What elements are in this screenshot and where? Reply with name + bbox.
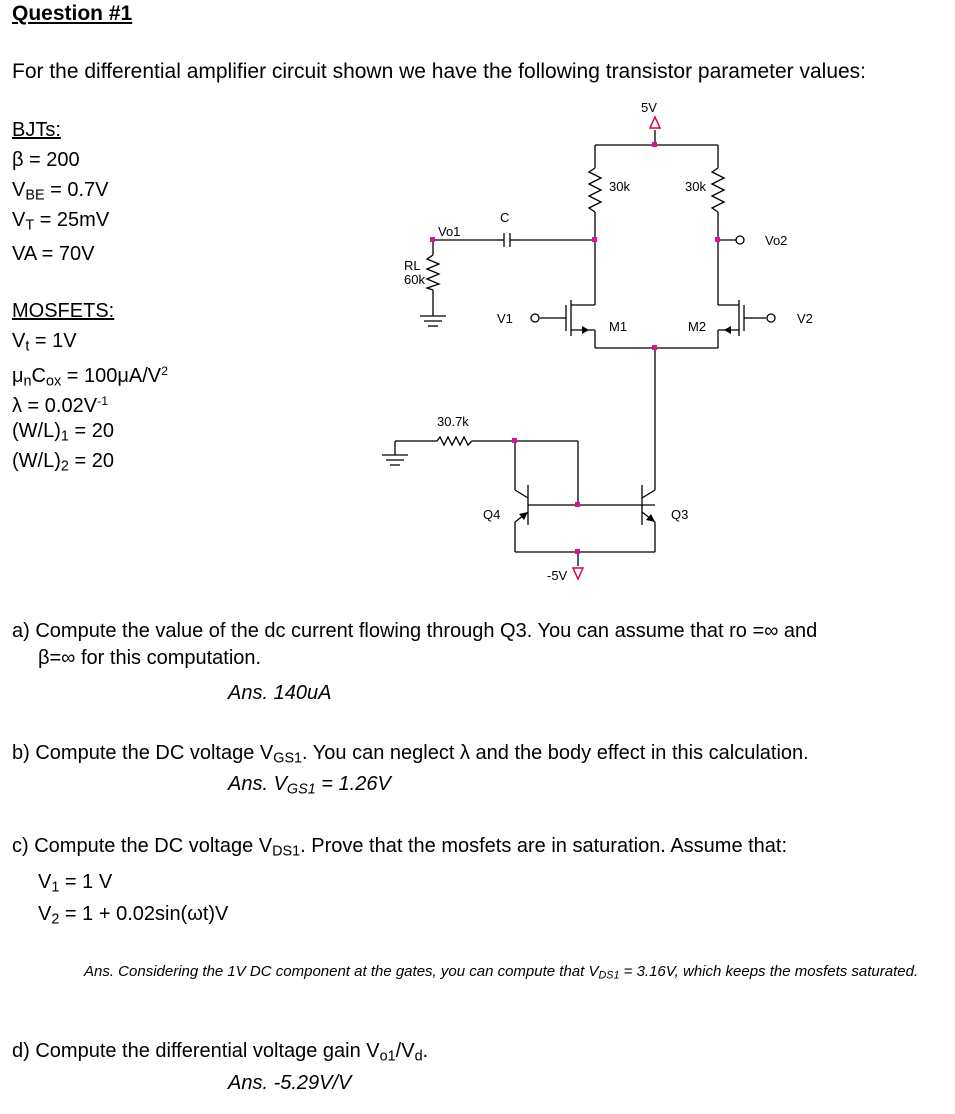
mosfet-uncox: $\mu_nC_{ox} = 100\mu A/V^2$ [12,364,169,390]
bjt-vt: $V_T = 25mV$ [12,209,110,234]
mosfet-wl2: $(W/L)_2 = 20$ [12,450,114,475]
m1-label: M1 [609,319,628,334]
rl-value-label: 60k [404,272,425,287]
part-c-v2: $V_2 = 1 + 0.02\sin(\omega t)V$ [38,903,229,928]
part-c-answer: Ans. Considering the 1V DC component at the gates, you can compute that $V_{DS1} = 3.16V$, which keeps the mosfets saturated. [84,963,919,982]
part-a-question [12,620,817,670]
bjt-vbe: $V_{BE} = 0.7V$ [12,179,109,204]
rd1-label: 30k [609,179,630,194]
part-b-answer: Ans. $V_{GS1} = 1.26V$ [228,773,391,798]
question-title: Question #1 [12,2,133,25]
part-b-question: b) Compute the DC voltage $V_{GS1}$. You can neglect λ and the body effect in this calculation. [12,742,809,767]
bjt-beta: β = 200 [12,149,80,171]
rd1-resistor [589,168,601,212]
m2-label: M2 [688,319,707,334]
q3-label: Q3 [671,507,689,522]
vss-label: -5V [547,568,568,583]
vo1-label: Vo1 [438,224,461,239]
part-a-line2: β=∞ for this computation. [38,647,262,669]
mosfet-wl1: $(W/L)_1 = 20$ [12,420,114,445]
rl-resistor [427,255,439,290]
q4-label: Q4 [483,507,501,522]
part-c-v1: $V_1 = 1$ V [38,871,113,896]
part-c-question: c) Compute the DC voltage $V_{DS1}$. Prove that the mosfets are in saturation. Assume that: [12,835,788,860]
part-d-question: d) Compute the differential voltage gain $V_{o1}/V_d$. [12,1040,429,1065]
rref-resistor [410,437,472,445]
vo2-label: Vo2 [765,233,788,248]
rd2-label: 30k [685,179,706,194]
capacitor-label: C [500,210,510,225]
bjt-header: BJTs: [12,119,61,141]
mosfet-lambda: $\lambda = 0.02V^{-1}$ [12,394,109,417]
vdd-label: 5V [641,100,657,115]
v2-label: V2 [797,311,813,326]
part-d-answer: Ans. -5.29V/V [228,1072,352,1094]
v1-label: V1 [497,311,513,326]
rd2-resistor [712,168,724,212]
part-a-line1: a) Compute the value of the dc current flowing through Q3. You can assume that ro =∞ and [12,620,818,642]
mosfet-vt: $V_t = 1V$ [12,330,77,355]
rl-label: RL [404,258,421,273]
mosfet-header: MOSFETS: [12,300,115,322]
rref-label: 30.7k [437,414,469,429]
bjt-va: VA = 70V [12,243,95,265]
intro-text: For the differential amplifier circuit shown we have the following transistor parameter values: [12,60,867,83]
part-a-answer: Ans. 140uA [228,682,332,704]
